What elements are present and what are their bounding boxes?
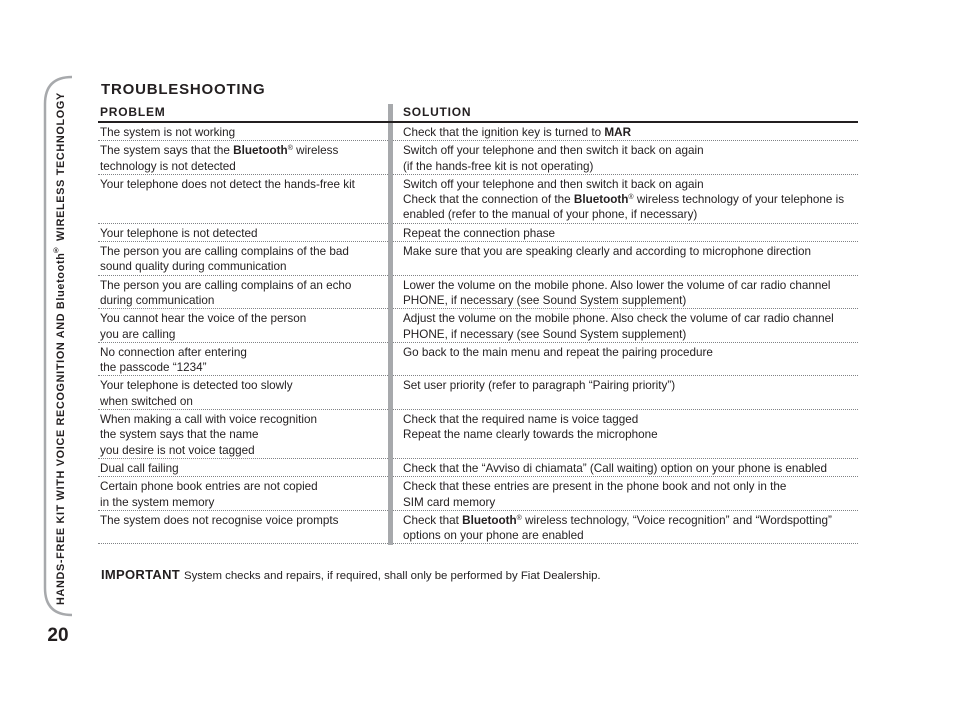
solution-line xyxy=(403,311,858,326)
solution-line xyxy=(403,513,858,528)
header-problem: PROBLEM xyxy=(100,105,166,119)
text-segment: you desire is not voice tagged xyxy=(100,443,255,457)
text-segment: (if the hands-free kit is not operating) xyxy=(403,159,594,173)
problem-cell xyxy=(98,177,388,223)
text-segment: SIM card memory xyxy=(403,495,496,509)
solution-cell xyxy=(393,125,858,140)
problem-cell xyxy=(98,244,388,275)
problem-cell xyxy=(98,479,388,510)
problem-line xyxy=(100,394,388,409)
text-segment: Certain phone book entries are not copied xyxy=(100,480,318,494)
problem-line xyxy=(100,443,388,458)
solution-cell xyxy=(393,513,858,544)
solution-cell xyxy=(393,412,858,458)
text-segment: wireless xyxy=(292,144,339,158)
text-segment: Repeat the name clearly towards the microphone xyxy=(403,428,658,442)
solution-line xyxy=(403,461,858,476)
text-segment: during communication xyxy=(100,293,215,307)
solution-line xyxy=(403,479,858,494)
problem-cell xyxy=(98,125,388,140)
bold-text: Bluetooth xyxy=(462,513,517,527)
troubleshooting-row xyxy=(98,175,858,224)
solution-line xyxy=(403,345,858,360)
text-segment: Check that xyxy=(403,513,463,527)
problem-cell xyxy=(98,143,388,174)
solution-line xyxy=(403,278,858,293)
text-segment: Lower the volume on the mobile phone. Also lower the volume of car radio channel xyxy=(403,278,831,292)
text-segment: in the system memory xyxy=(100,495,215,509)
text-segment: Switch off your telephone and then switch it back on again xyxy=(403,177,704,191)
text-segment: the passcode “1234” xyxy=(100,361,207,375)
text-segment: technology is not detected xyxy=(100,159,236,173)
text-segment: You cannot hear the voice of the person xyxy=(100,312,307,326)
problem-line xyxy=(100,278,388,293)
solution-line xyxy=(403,192,858,207)
text-segment: No connection after entering xyxy=(100,345,247,359)
troubleshooting-row xyxy=(98,141,858,175)
problem-line xyxy=(100,495,388,510)
problem-cell xyxy=(98,513,388,544)
text-segment: Dual call failing xyxy=(100,461,179,475)
side-running-title xyxy=(52,85,68,605)
solution-cell xyxy=(393,479,858,510)
problem-line xyxy=(100,327,388,342)
text-segment: Go back to the main menu and repeat the pairing procedure xyxy=(403,345,713,359)
problem-line xyxy=(100,427,388,442)
problem-line xyxy=(100,259,388,274)
bold-text: Bluetooth xyxy=(233,144,288,158)
problem-line xyxy=(100,293,388,308)
text-segment: Switch off your telephone and then switch it back on again xyxy=(403,144,704,158)
problem-line xyxy=(100,159,388,174)
text-segment: The system is not working xyxy=(100,126,236,139)
text-segment: PHONE, if necessary (see Sound System supplement) xyxy=(403,327,687,341)
text-segment: the system says that the name xyxy=(100,428,259,442)
important-text: System checks and repairs, if required, shall only be performed by Fiat Dealership. xyxy=(184,570,601,582)
problem-cell xyxy=(98,378,388,409)
troubleshooting-row xyxy=(98,459,858,477)
solution-line xyxy=(403,528,858,543)
problem-line xyxy=(100,177,388,192)
text-segment: Your telephone does not detect the hands-free kit xyxy=(100,177,355,191)
text-segment: Your telephone is not detected xyxy=(100,226,258,240)
bold-text: MAR xyxy=(604,126,632,139)
text-segment: Repeat the connection phase xyxy=(403,226,556,240)
text-segment: Set user priority (refer to paragraph “Pairing priority”) xyxy=(403,379,676,393)
text-segment: When making a call with voice recognition xyxy=(100,413,317,427)
problem-line xyxy=(100,412,388,427)
important-note xyxy=(101,567,601,584)
solution-line xyxy=(403,125,858,140)
solution-cell xyxy=(393,378,858,409)
troubleshooting-row xyxy=(98,376,858,410)
registered-mark: ® xyxy=(516,514,522,522)
text-segment: Adjust the volume on the mobile phone. Also check the volume of car radio channel xyxy=(403,312,834,326)
solution-cell xyxy=(393,143,858,174)
problem-line xyxy=(100,345,388,360)
problem-line xyxy=(100,360,388,375)
problem-cell xyxy=(98,412,388,458)
problem-line xyxy=(100,378,388,393)
troubleshooting-row xyxy=(98,511,858,545)
solution-cell xyxy=(393,461,858,476)
solution-line xyxy=(403,143,858,158)
table-header xyxy=(98,104,858,123)
problem-cell xyxy=(98,345,388,376)
solution-cell xyxy=(393,345,858,376)
header-solution: SOLUTION xyxy=(403,105,472,119)
column-divider-bar xyxy=(388,104,393,545)
solution-line xyxy=(403,327,858,342)
important-label: IMPORTANT xyxy=(101,567,181,582)
page-number: 20 xyxy=(47,625,69,646)
table-body xyxy=(98,123,858,544)
text-segment: Your telephone is detected too slowly xyxy=(100,379,293,393)
solution-line xyxy=(403,177,858,192)
solution-line xyxy=(403,226,858,241)
solution-cell xyxy=(393,244,858,275)
troubleshooting-row xyxy=(98,309,858,343)
troubleshooting-row xyxy=(98,343,858,377)
solution-line xyxy=(403,495,858,510)
text-segment: Check that the required name is voice tagged xyxy=(403,413,639,427)
registered-mark: ® xyxy=(628,193,634,201)
troubleshooting-row xyxy=(98,123,858,141)
solution-cell xyxy=(393,278,858,309)
text-segment: Check that the “Avviso di chiamata” (Call waiting) option on your phone is enabled xyxy=(403,461,828,475)
solution-line xyxy=(403,244,858,259)
troubleshooting-table xyxy=(98,104,858,544)
solution-line xyxy=(403,207,858,222)
solution-line xyxy=(403,159,858,174)
side-title-brand: Bluetooth xyxy=(55,252,67,310)
problem-line xyxy=(100,143,388,158)
side-title-before: HANDS-FREE KIT WITH VOICE RECOGNITION AND xyxy=(55,309,67,605)
troubleshooting-row xyxy=(98,224,858,242)
side-title-after: WIRELESS TECHNOLOGY xyxy=(55,92,67,245)
text-segment: you are calling xyxy=(100,327,176,341)
problem-line xyxy=(100,125,388,140)
problem-cell xyxy=(98,461,388,476)
problem-cell xyxy=(98,278,388,309)
text-segment: when switched on xyxy=(100,394,193,408)
troubleshooting-row xyxy=(98,242,858,276)
problem-line xyxy=(100,244,388,259)
text-segment: The person you are calling complains of the bad xyxy=(100,245,349,259)
text-segment: Check that these entries are present in the phone book and not only in the xyxy=(403,480,787,494)
text-segment: The system does not recognise voice prompts xyxy=(100,513,339,527)
text-segment: options on your phone are enabled xyxy=(403,529,584,543)
text-segment: wireless technology, “Voice recognition” and “Wordspotting” xyxy=(521,513,832,527)
solution-line xyxy=(403,293,858,308)
solution-cell xyxy=(393,311,858,342)
solution-line xyxy=(403,378,858,393)
text-segment: PHONE, if necessary (see Sound System supplement) xyxy=(403,293,687,307)
problem-line xyxy=(100,461,388,476)
text-segment: The system says that the xyxy=(100,144,234,158)
text-segment: wireless technology of your telephone is xyxy=(633,193,845,207)
problem-line xyxy=(100,479,388,494)
problem-cell xyxy=(98,311,388,342)
problem-cell xyxy=(98,226,388,241)
troubleshooting-row xyxy=(98,410,858,459)
text-segment: enabled (refer to the manual of your phone, if necessary) xyxy=(403,208,698,222)
solution-line xyxy=(403,427,858,442)
bold-text: Bluetooth xyxy=(573,193,629,207)
problem-line xyxy=(100,513,388,528)
text-segment: Check that the ignition key is turned to xyxy=(403,126,605,139)
page-title: TROUBLESHOOTING xyxy=(101,81,266,98)
solution-cell xyxy=(393,177,858,223)
text-segment: Check that the connection of the xyxy=(403,193,574,207)
problem-line xyxy=(100,226,388,241)
registered-mark: ® xyxy=(52,244,60,253)
text-segment: sound quality during communication xyxy=(100,260,287,274)
troubleshooting-row xyxy=(98,477,858,511)
solution-line xyxy=(403,412,858,427)
text-segment: The person you are calling complains of an echo xyxy=(100,278,352,292)
text-segment: Make sure that you are speaking clearly and according to microphone direction xyxy=(403,245,811,259)
problem-line xyxy=(100,311,388,326)
registered-mark: ® xyxy=(287,145,293,153)
solution-cell xyxy=(393,226,858,241)
troubleshooting-row xyxy=(98,276,858,310)
